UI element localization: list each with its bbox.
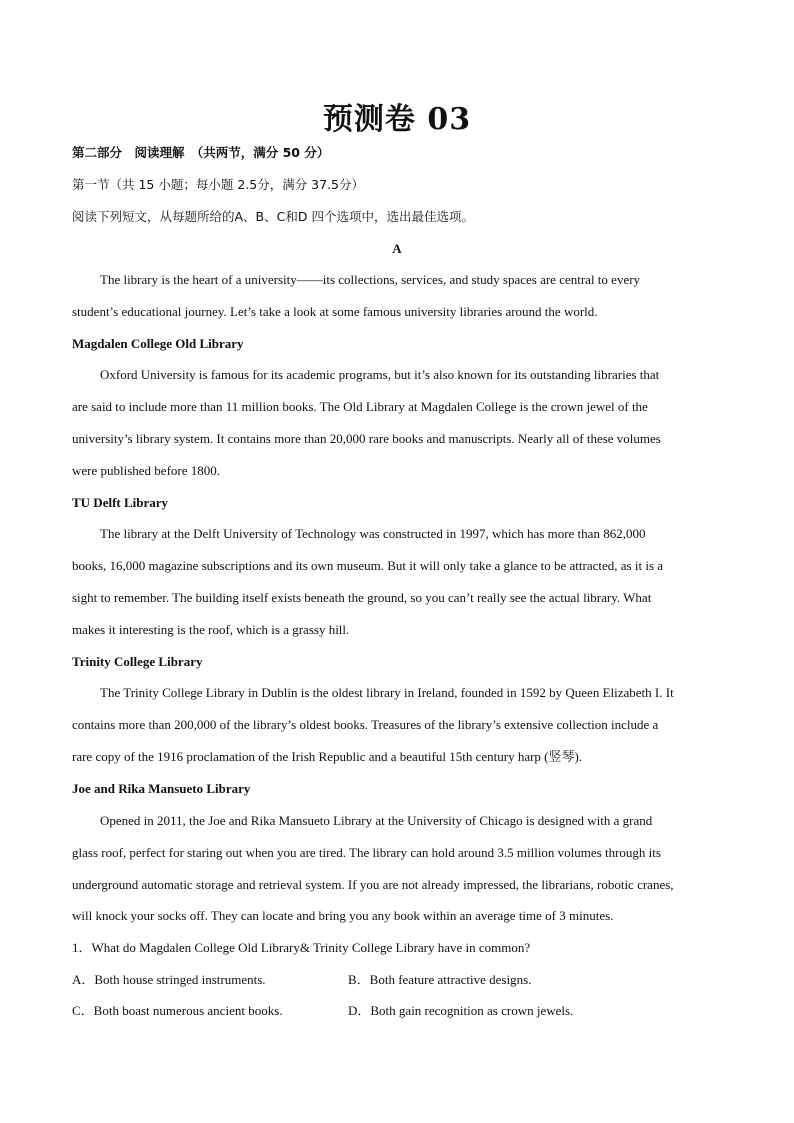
paragraph-line: glass roof, perfect for staring out when you are tired. The library can hold around 3.5 million volumes through its <box>72 845 661 860</box>
section-heading: Trinity College Library <box>72 654 203 669</box>
question-1 <box>72 939 530 957</box>
section-header: 第二部分 阅读理解 （共两节，满分 50 分） <box>72 145 330 160</box>
section-heading: Magdalen College Old Library <box>72 336 244 351</box>
paragraph-line: are said to include more than 11 million books. The Old Library at Magdalen College is the crown jewel of the <box>72 399 648 414</box>
option-b[interactable] <box>348 971 531 989</box>
paragraph-line: The library is the heart of a university——its collections, services, and study spaces are central to every <box>100 272 641 287</box>
question-text: What do Magdalen College Old Library& Trinity College Library have in common? <box>91 940 531 955</box>
option-c[interactable] <box>72 1002 283 1020</box>
paragraph-line: university’s library system. It contains more than 20,000 rare books and manuscripts. Nearly all of these volumes <box>72 431 661 446</box>
paragraph-line: will knock your socks off. They can locate and bring you any book within an average time of 3 minutes. <box>72 908 614 923</box>
option-text: Both house stringed instruments. <box>94 972 266 987</box>
paragraph-line: underground automatic storage and retrieval system. If you are not already impressed, the librarians, robotic cranes, <box>72 877 674 892</box>
section-heading: Joe and Rika Mansueto Library <box>72 781 251 796</box>
section-heading: TU Delft Library <box>72 495 169 510</box>
option-d[interactable] <box>348 1002 573 1020</box>
option-a[interactable] <box>72 971 266 989</box>
paragraph-line: were published before 1800. <box>72 463 221 478</box>
option-text: Both feature attractive designs. <box>369 972 532 987</box>
paragraph-line: The Trinity College Library in Dublin is the oldest library in Ireland, founded in 1592 by Queen Elizabeth I. It <box>100 685 674 700</box>
page-title: 预测卷 03 <box>322 102 472 137</box>
option-text: Both boast numerous ancient books. <box>93 1003 283 1018</box>
option-label: C． <box>72 1003 94 1018</box>
paragraph-line: makes it interesting is the roof, which is a grassy hill. <box>72 622 350 637</box>
subsection-header: 第一节（共 15 小题；每小题 2.5分，满分 37.5分） <box>72 177 365 192</box>
paragraph-line: The library at the Delft University of Technology was constructed in 1997, which has more than 862,000 <box>100 526 646 541</box>
passage-label: A <box>392 241 402 256</box>
paragraph-line: books, 16,000 magazine subscriptions and its own museum. But it will only take a glance to be attracted, as it is a <box>72 558 664 573</box>
option-label: D． <box>348 1003 371 1018</box>
paragraph-line: Opened in 2011, the Joe and Rika Mansueto Library at the University of Chicago is designed with a grand <box>100 813 653 828</box>
paragraph-line: sight to remember. The building itself exists beneath the ground, so you can’t really see the actual library. What <box>72 590 652 605</box>
paragraph-line: contains more than 200,000 of the library’s oldest books. Treasures of the library’s extensive collection include a <box>72 717 659 732</box>
paragraph-line: student’s educational journey. Let’s take a look at some famous university libraries around the world. <box>72 304 598 319</box>
paragraph-line: rare copy of the 1916 proclamation of the Irish Republic and a beautiful 15th century harp (竖琴). <box>72 749 583 764</box>
option-text: Both gain recognition as crown jewels. <box>370 1003 574 1018</box>
paragraph-line: Oxford University is famous for its academic programs, but it’s also known for its outstanding libraries that <box>100 367 660 382</box>
option-label: A． <box>72 972 95 987</box>
option-label: B． <box>348 972 370 987</box>
question-number: 1． <box>72 940 92 955</box>
instructions: 阅读下列短文，从每题所给的A、B、C和D 四个选项中，选出最佳选项。 <box>72 209 474 224</box>
